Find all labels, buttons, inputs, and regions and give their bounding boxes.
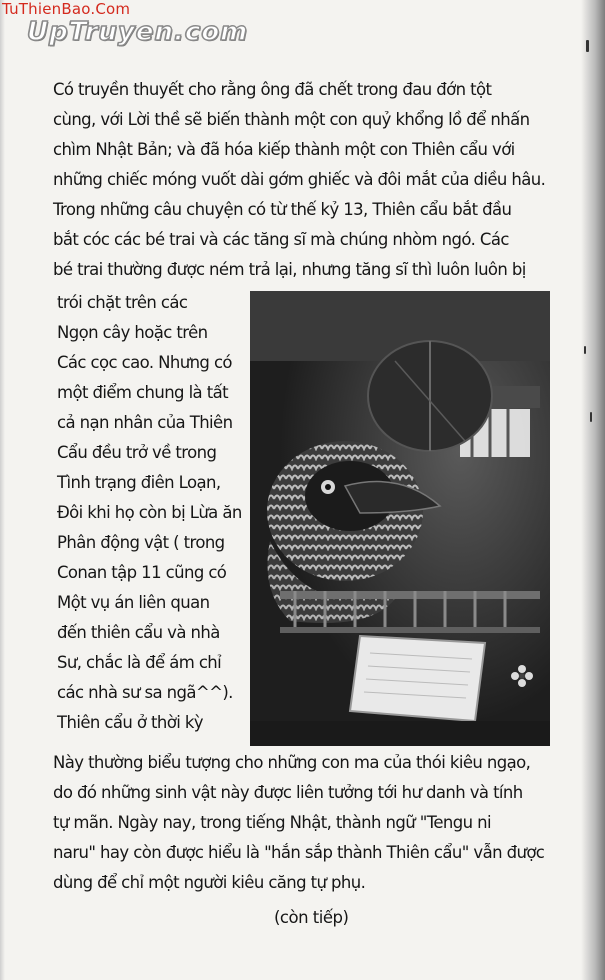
text-line: Cẩu đều trở về trong — [57, 443, 217, 462]
text-line: Một vụ án liên quan — [57, 593, 210, 612]
text-line: Này thường biểu tượng cho những con ma của thói kiêu ngạo, — [53, 753, 531, 772]
text-line: Có truyền thuyết cho rằng ông đã chết trong đau đớn tột — [53, 80, 492, 99]
text-line: tự mãn. Ngày nay, trong tiếng Nhật, thành ngữ "Tengu ni — [53, 813, 491, 832]
text-line: Thiên cẩu ở thời kỳ — [57, 713, 203, 732]
scan-edge-left — [0, 0, 5, 980]
tengu-photo — [250, 291, 550, 746]
text-line: một điểm chung là tất — [57, 383, 228, 402]
text-line: Trong những câu chuyện có từ thế kỷ 13, Thiên cẩu bắt đầu — [53, 200, 512, 219]
scan-speck — [590, 412, 592, 422]
scan-edge-right — [581, 0, 605, 980]
text-line: những chiếc móng vuốt dài gớm ghiếc và đôi mắt của diều hâu. — [53, 170, 546, 189]
text-line: Tình trạng điên Loạn, — [57, 473, 221, 492]
text-line: Ngọn cây hoặc trên — [57, 323, 208, 342]
text-line: đến thiên cẩu và nhà — [57, 623, 220, 642]
text-line: naru" hay còn được hiểu là "hắn sắp thành Thiên cẩu" vẫn được — [53, 843, 545, 862]
text-line: trói chặt trên các — [57, 293, 188, 312]
text-line: Các cọc cao. Nhưng có — [57, 353, 232, 372]
text-line: Sư, chắc là để ám chỉ — [57, 653, 222, 672]
site-name-watermark[interactable]: TuThienBao.Com — [2, 0, 131, 18]
text-line: bé trai thường được ném trả lại, nhưng tăng sĩ thì luôn luôn bị — [53, 260, 526, 279]
text-line: cùng, với Lời thề sẽ biến thành một con quỷ khổng lồ để nhấn — [53, 110, 530, 129]
text-line: dùng để chỉ một người kiêu căng tự phụ. — [53, 873, 366, 892]
scan-speck — [586, 40, 589, 52]
text-line: Conan tập 11 cũng có — [57, 563, 227, 582]
text-line: bắt cóc các bé trai và các tăng sĩ mà chúng nhòm ngó. Các — [53, 230, 509, 249]
continued-label: (còn tiếp) — [274, 908, 349, 927]
site-logo: UpTruyen.com — [27, 17, 249, 47]
scan-speck — [584, 346, 586, 354]
text-line: do đó những sinh vật này được liên tưởng tới hư danh và tính — [53, 783, 523, 802]
text-line: Đôi khi họ còn bị Lừa ăn — [57, 503, 242, 522]
text-line: chìm Nhật Bản; và đã hóa kiếp thành một con Thiên cẩu với — [53, 140, 515, 159]
text-line: cả nạn nhân của Thiên — [57, 413, 233, 432]
text-line: Phân động vật ( trong — [57, 533, 225, 552]
text-line: các nhà sư sa ngã^^). — [57, 683, 233, 702]
tengu-photo-illustration — [250, 291, 550, 746]
